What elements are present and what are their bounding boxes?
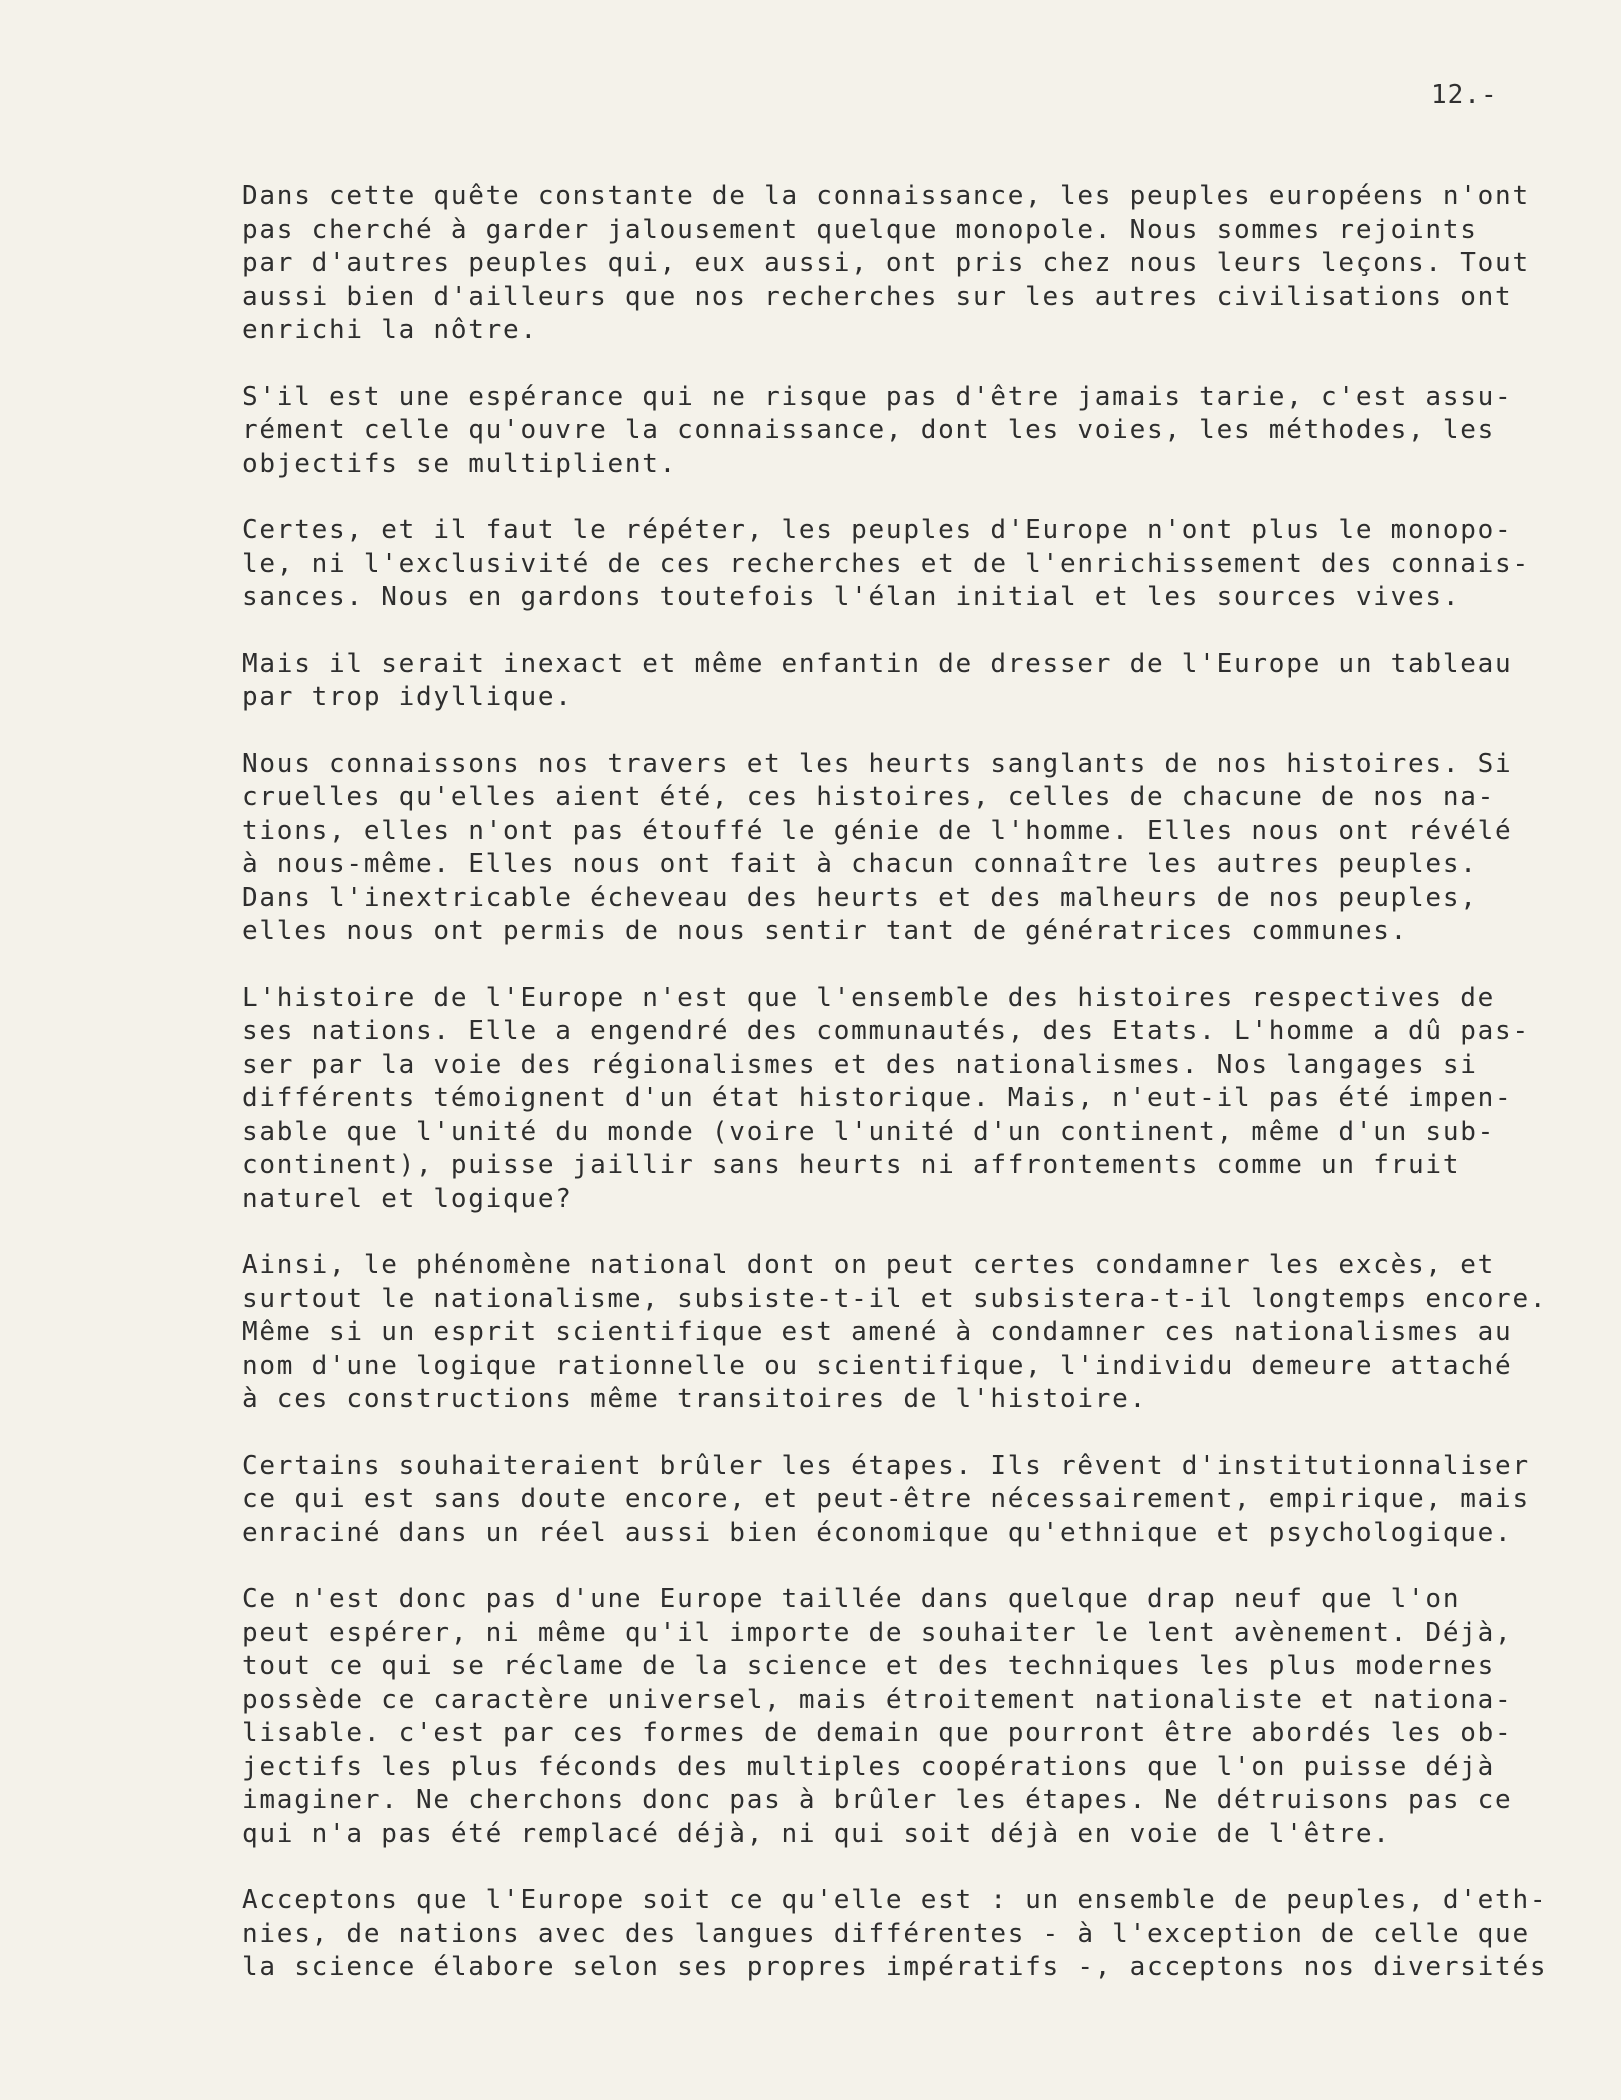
text-line: L'histoire de l'Europe n'est que l'ensemble des histoires respectives de [242,982,1496,1013]
paragraph [242,1583,1572,1851]
paragraph [242,982,1572,1217]
text-line: elles nous ont permis de nous sentir tant de génératrices communes. [242,916,1409,946]
text-line: Dans l'inextricable écheveau des heurts et des malheurs de nos peuples, [242,882,1478,913]
page-number: 12.- [1431,80,1498,110]
text-line: nom d'une logique rationnelle ou scientifique, l'individu demeure attaché [242,1350,1513,1381]
text-line: par d'autres peuples qui, eux aussi, ont pris chez nous leurs leçons. Tout [242,248,1530,278]
text-line: le, ni l'exclusivité de ces recherches et de l'enrichissement des connais- [242,548,1530,579]
text-line: ce qui est sans doute encore, et peut-être nécessairement, empirique, mais [242,1484,1530,1514]
text-line: enrichi la nôtre. [242,315,538,345]
text-line: sances. Nous en gardons toutefois l'élan initial et les sources vives. [242,582,1461,612]
text-line: lisable. c'est par ces formes de demain que pourront être abordés les ob- [242,1718,1513,1748]
text-line: à nous-même. Elles nous ont fait à chacun connaître les autres peuples. [242,849,1478,879]
text-line: sable que l'unité du monde (voire l'unité d'un continent, même d'un sub- [242,1116,1496,1147]
text-line: Même si un esprit scientifique est amené à condamner ces nationalismes au [242,1317,1513,1347]
text-line: tions, elles n'ont pas étouffé le génie de l'homme. Elles nous ont révélé [242,815,1513,846]
text-line: tout ce qui se réclame de la science et des techniques les plus modernes [242,1651,1496,1681]
paragraph [242,381,1572,482]
text-line: à ces constructions même transitoires de l'histoire. [242,1384,1147,1414]
text-line: Certes, et il faut le répéter, les peuples d'Europe n'ont plus le monopo- [242,515,1513,545]
text-line: peut espérer, ni même qu'il importe de souhaiter le lent avènement. Déjà, [242,1617,1513,1648]
text-line: enraciné dans un réel aussi bien économique qu'ethnique et psychologique. [242,1517,1513,1548]
paragraph [242,748,1572,949]
paragraph [242,180,1572,348]
text-line: naturel et logique? [242,1183,573,1214]
text-line: jectifs les plus féconds des multiples coopérations que l'on puisse déjà [242,1751,1496,1782]
text-line: rément celle qu'ouvre la connaissance, dont les voies, les méthodes, les [242,415,1496,445]
text-line: Acceptons que l'Europe soit ce qu'elle est : un ensemble de peuples, d'eth- [242,1885,1548,1915]
text-line: nies, de nations avec des langues différentes - à l'exception de celle que [242,1918,1530,1949]
text-line: possède ce caractère universel, mais étroitement nationaliste et nationa- [242,1684,1513,1715]
text-line: aussi bien d'ailleurs que nos recherches sur les autres civilisations ont [242,281,1513,312]
paragraph [242,1249,1572,1417]
text-line: ses nations. Elle a engendré des communautés, des Etats. L'homme a dû pas- [242,1016,1530,1046]
text-line: Ainsi, le phénomène national dont on peut certes condamner les excès, et [242,1250,1496,1280]
text-line: différents témoignent d'un état historique. Mais, n'eut-il pas été impen- [242,1083,1513,1113]
text-line: cruelles qu'elles aient été, ces histoires, celles de chacune de nos na- [242,782,1496,812]
paragraph [242,1450,1572,1551]
text-line: Nous connaissons nos travers et les heurts sanglants de nos histoires. Si [242,748,1513,779]
text-line: S'il est une espérance qui ne risque pas d'être jamais tarie, c'est assu- [242,381,1513,412]
text-line: pas cherché à garder jalousement quelque monopole. Nous sommes rejoints [242,214,1478,245]
text-line: surtout le nationalisme, subsiste-t-il et subsistera-t-il longtemps encore. [242,1283,1548,1314]
paragraph [242,514,1572,615]
text-line: par trop idyllique. [242,682,573,712]
text-line: Certains souhaiteraient brûler les étapes. Ils rêvent d'institutionnaliser [242,1450,1530,1481]
body-text [242,180,1572,2018]
text-line: ser par la voie des régionalismes et des nationalismes. Nos langages si [242,1049,1478,1080]
text-line: Dans cette quête constante de la connaissance, les peuples européens n'ont [242,181,1530,211]
text-line: continent), puisse jaillir sans heurts ni affrontements comme un fruit [242,1150,1461,1180]
text-line: Mais il serait inexact et même enfantin de dresser de l'Europe un tableau [242,648,1513,679]
text-line: qui n'a pas été remplacé déjà, ni qui soit déjà en voie de l'être. [242,1818,1391,1849]
paragraph [242,648,1572,715]
text-line: objectifs se multiplient. [242,448,678,479]
text-line: Ce n'est donc pas d'une Europe taillée dans quelque drap neuf que l'on [242,1584,1461,1614]
text-line: imaginer. Ne cherchons donc pas à brûler les étapes. Ne détruisons pas ce [242,1785,1513,1815]
paragraph [242,1884,1572,1985]
text-line: la science élabore selon ses propres impératifs -, acceptons nos diversités [242,1952,1548,1982]
